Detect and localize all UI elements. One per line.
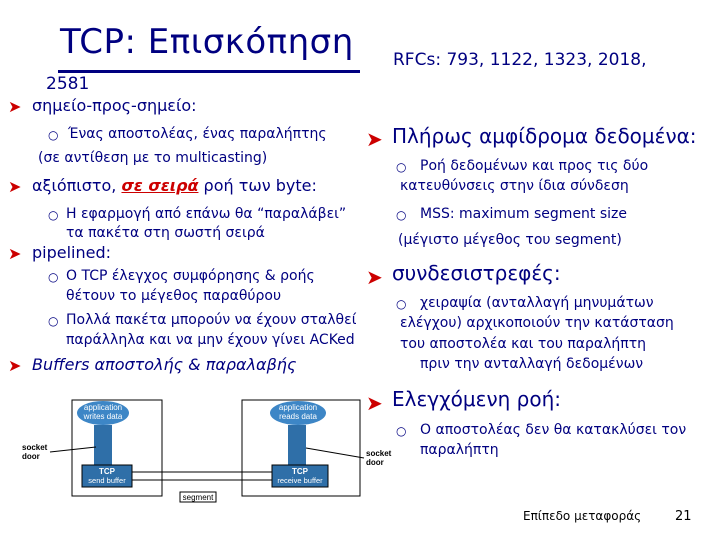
app-reads-line2: reads data <box>279 412 317 421</box>
rfcs-line2: 2581 <box>46 74 90 94</box>
sub-bullet-icon: ○ <box>396 208 407 222</box>
bullet-icon: ➤ <box>8 244 22 263</box>
left-sub-3-line1: Ο TCP έλεγχος συμφόρησης & ροής <box>66 268 315 284</box>
send-buffer-line1: TCP <box>99 467 115 476</box>
left-bullet-3: pipelined: <box>32 243 112 262</box>
right-bullet-3: Ελεγχόμενη ροή: <box>392 387 561 411</box>
sub-bullet-icon: ○ <box>48 314 59 328</box>
left-bullet-4: Buffers αποστολής & παραλαβής <box>32 355 297 374</box>
right-sub-1-line2: κατευθύνσεις στην ίδια σύνδεση <box>400 178 629 194</box>
right-sub-3-line2: ελέγχου) αρχικοποιούν την κατάσταση <box>400 315 674 331</box>
right-sub-4-line2: παραλήπτη <box>420 442 499 458</box>
right-sub-3-line1: χειραψία (ανταλλαγή μηνυμάτων <box>420 295 654 311</box>
sender-pipe <box>94 425 112 465</box>
bullet-icon: ➤ <box>366 127 383 151</box>
sub-bullet-icon: ○ <box>396 160 407 174</box>
footer-label: Επίπεδο μεταφοράς <box>523 509 642 523</box>
tcp-buffer-diagram <box>20 392 400 510</box>
right-sub-2-line1: MSS: maximum segment size <box>420 206 628 222</box>
socket-door-left-line2: door <box>22 452 40 461</box>
sub-bullet-icon: ○ <box>396 424 407 438</box>
bullet-icon: ➤ <box>8 97 22 116</box>
left-b2-pre: αξιόπιστο, <box>32 176 117 195</box>
left-b2-emphasis: σε σειρά <box>121 176 199 195</box>
left-sub-1: Ένας αποστολέας, ένας παραλήπτης <box>68 126 327 142</box>
sub-bullet-icon: ○ <box>48 128 59 142</box>
left-bullet-2 <box>32 176 317 195</box>
right-bullet-2: συνδεσιστρεφές: <box>392 261 561 285</box>
receiver-pipe <box>288 425 306 465</box>
left-sub-2-line2: τα πακέτα στη σωστή σειρά <box>66 225 265 241</box>
sub-bullet-icon: ○ <box>48 270 59 284</box>
right-sub-2-line2: (μέγιστο μέγεθος του segment) <box>398 232 622 248</box>
right-sub-3-line4: πριν την ανταλλαγή δεδομένων <box>420 356 644 372</box>
right-sub-3-line3: του αποστολέα και του παραλήπτη <box>400 336 647 352</box>
page-title: TCP: Επισκόπηση <box>60 22 354 62</box>
bullet-icon: ➤ <box>8 356 22 375</box>
app-writes-line2: writes data <box>83 412 123 421</box>
page-number: 21 <box>675 509 692 524</box>
left-sub-4-line2: παράλληλα και να μην έχουν γίνει ACKed <box>66 332 355 348</box>
socket-door-right-line1: socket <box>366 449 392 458</box>
right-sub-4-line1: Ο αποστολέας δεν θα κατακλύσει τον <box>420 422 687 438</box>
right-bullet-1: Πλήρως αμφίδρομα δεδομένα: <box>392 124 697 148</box>
rfcs-line1: RFCs: 793, 1122, 1323, 2018, <box>393 50 647 70</box>
left-bullet-1: σημείο-προς-σημείο: <box>32 96 197 115</box>
left-sub-3-line2: θέτουν το μέγεθος παραθύρου <box>66 288 282 304</box>
left-b2-post: ροή των byte: <box>203 176 317 195</box>
socket-door-left-line1: socket <box>22 443 48 452</box>
app-reads-line1: application <box>278 403 318 412</box>
right-sub-1-line1: Ροή δεδομένων και προς τις δύο <box>420 158 649 174</box>
bullet-icon: ➤ <box>366 265 383 289</box>
socket-door-right-line2: door <box>366 458 384 467</box>
left-note: (σε αντίθεση με το multicasting) <box>38 150 268 166</box>
sub-bullet-icon: ○ <box>48 208 59 222</box>
receive-buffer-line1: TCP <box>292 467 308 476</box>
left-sub-2-line1: Η εφαρμογή από επάνω θα “παραλάβει” <box>66 206 347 222</box>
bullet-icon: ➤ <box>8 177 22 196</box>
bullet-icon: ➤ <box>366 391 383 415</box>
app-writes-line1: application <box>83 403 123 412</box>
left-sub-4-line1: Πολλά πακέτα μπορούν να έχουν σταλθεί <box>66 312 357 328</box>
receive-buffer-line2: receive buffer <box>277 476 323 485</box>
segment-label: segment <box>182 493 214 502</box>
title-underline <box>58 70 360 73</box>
send-buffer-line2: send buffer <box>88 476 126 485</box>
sub-bullet-icon: ○ <box>396 297 407 311</box>
